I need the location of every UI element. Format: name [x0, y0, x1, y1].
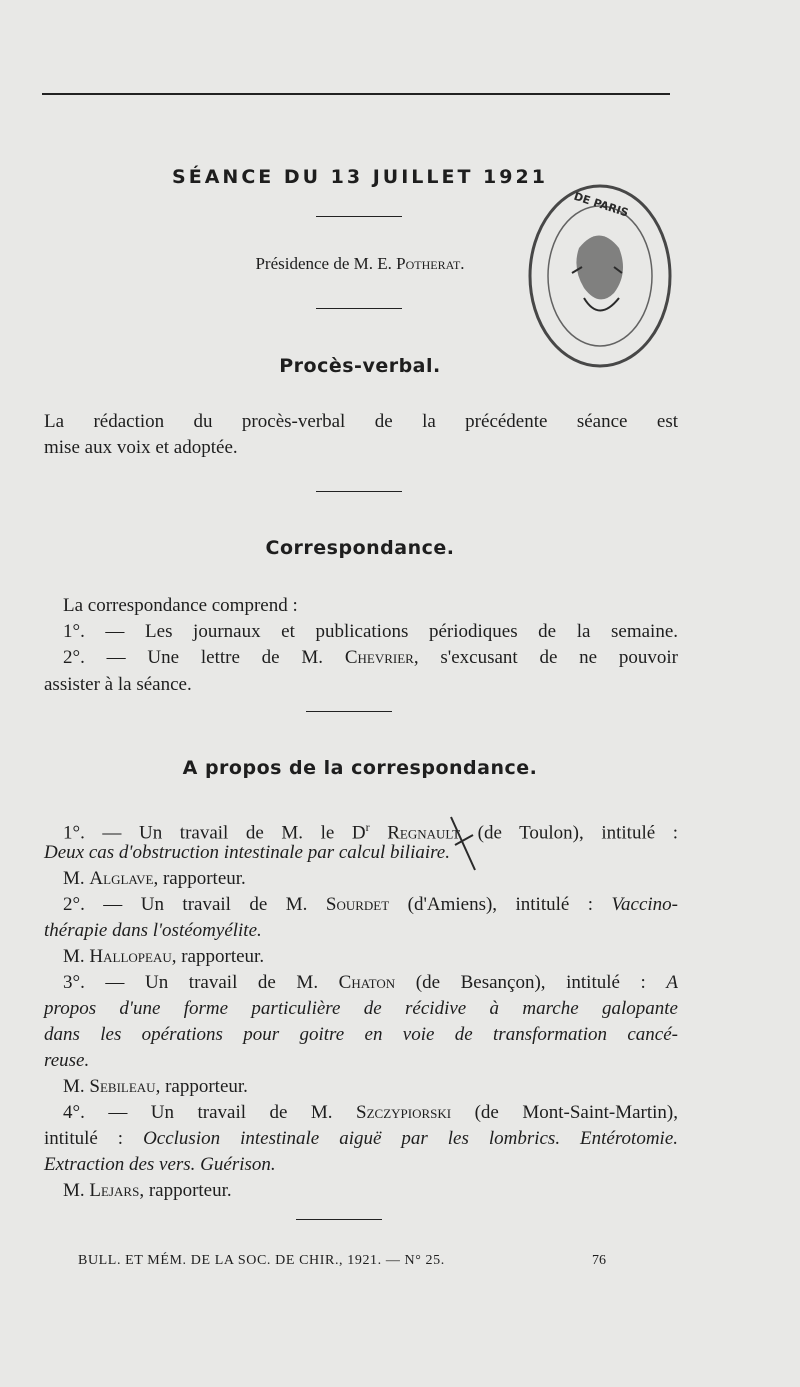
correspondance-heading: Correspondance. [265, 537, 455, 559]
list-item: 4°. — Un travail de M. Szczypiorski (de Mont-Saint-Martin), [63, 1102, 678, 1123]
article-title: Extraction des vers. Guérison. [44, 1154, 276, 1175]
list-item: 2°. — Un travail de M. Sourdet (d'Amiens), intitulé : Vaccino- [63, 894, 678, 915]
divider [316, 308, 402, 309]
svg-text:DE PARIS: DE PARIS [572, 189, 630, 220]
body-text: La rédaction du procès-verbal de la précédente séance est [44, 411, 678, 432]
library-stamp [524, 178, 676, 378]
a-propos-heading: A propos de la correspondance. [182, 757, 538, 779]
proces-verbal-heading: Procès-verbal. [279, 355, 441, 377]
page-number: 76 [592, 1253, 606, 1268]
body-text: mise aux voix et adoptée. [44, 437, 238, 458]
list-item: 2°. — Une lettre de M. Chevrier, s'excusant de ne pouvoir [63, 647, 678, 668]
article-title: reuse. [44, 1050, 90, 1071]
president-name: Potherat [396, 254, 461, 273]
list-item: 3°. — Un travail de M. Chaton (de Besançon), intitulé : A [63, 972, 678, 993]
footer-citation: BULL. ET MÉM. DE LA SOC. DE CHIR., 1921. — N° 25. [78, 1253, 445, 1268]
list-item: 1°. — Un travail de M. le $D^r$ Regnault (de Toulon), intitulé : [63, 820, 679, 844]
divider [316, 491, 402, 492]
body-text: assister à la séance. [44, 674, 192, 695]
divider [316, 216, 402, 217]
presidence-line: Présidence de M. E. Potherat. [255, 254, 465, 273]
list-item: 1°. — Les journaux et publications périodiques de la semaine. [63, 621, 678, 642]
article-title: thérapie dans l'ostéomyélite. [44, 920, 262, 941]
article-title-line: intitulé : Occlusion intestinale aiguë par les lombrics. Entérotomie. [44, 1128, 679, 1149]
article-title: Deux cas d'obstruction intestinale par calcul biliaire. [44, 842, 450, 863]
rapporteur-line: M. Alglave, rapporteur. [63, 868, 246, 889]
seance-title: SÉANCE DU 13 JUILLET 1921 [172, 166, 548, 188]
article-title: dans les opérations pour goitre en voie de transformation cancé- [44, 1024, 678, 1045]
rapporteur-line: M. Sebileau, rapporteur. [63, 1076, 248, 1097]
divider [306, 711, 392, 712]
divider [296, 1219, 382, 1220]
top-rule [42, 93, 670, 95]
rapporteur-line: M. Lejars, rapporteur. [63, 1180, 232, 1201]
rapporteur-line: M. Hallopeau, rapporteur. [63, 946, 265, 967]
article-title: propos d'une forme particulière de récidive à marche galopante [44, 998, 678, 1019]
body-text: La correspondance comprend : [63, 595, 298, 616]
